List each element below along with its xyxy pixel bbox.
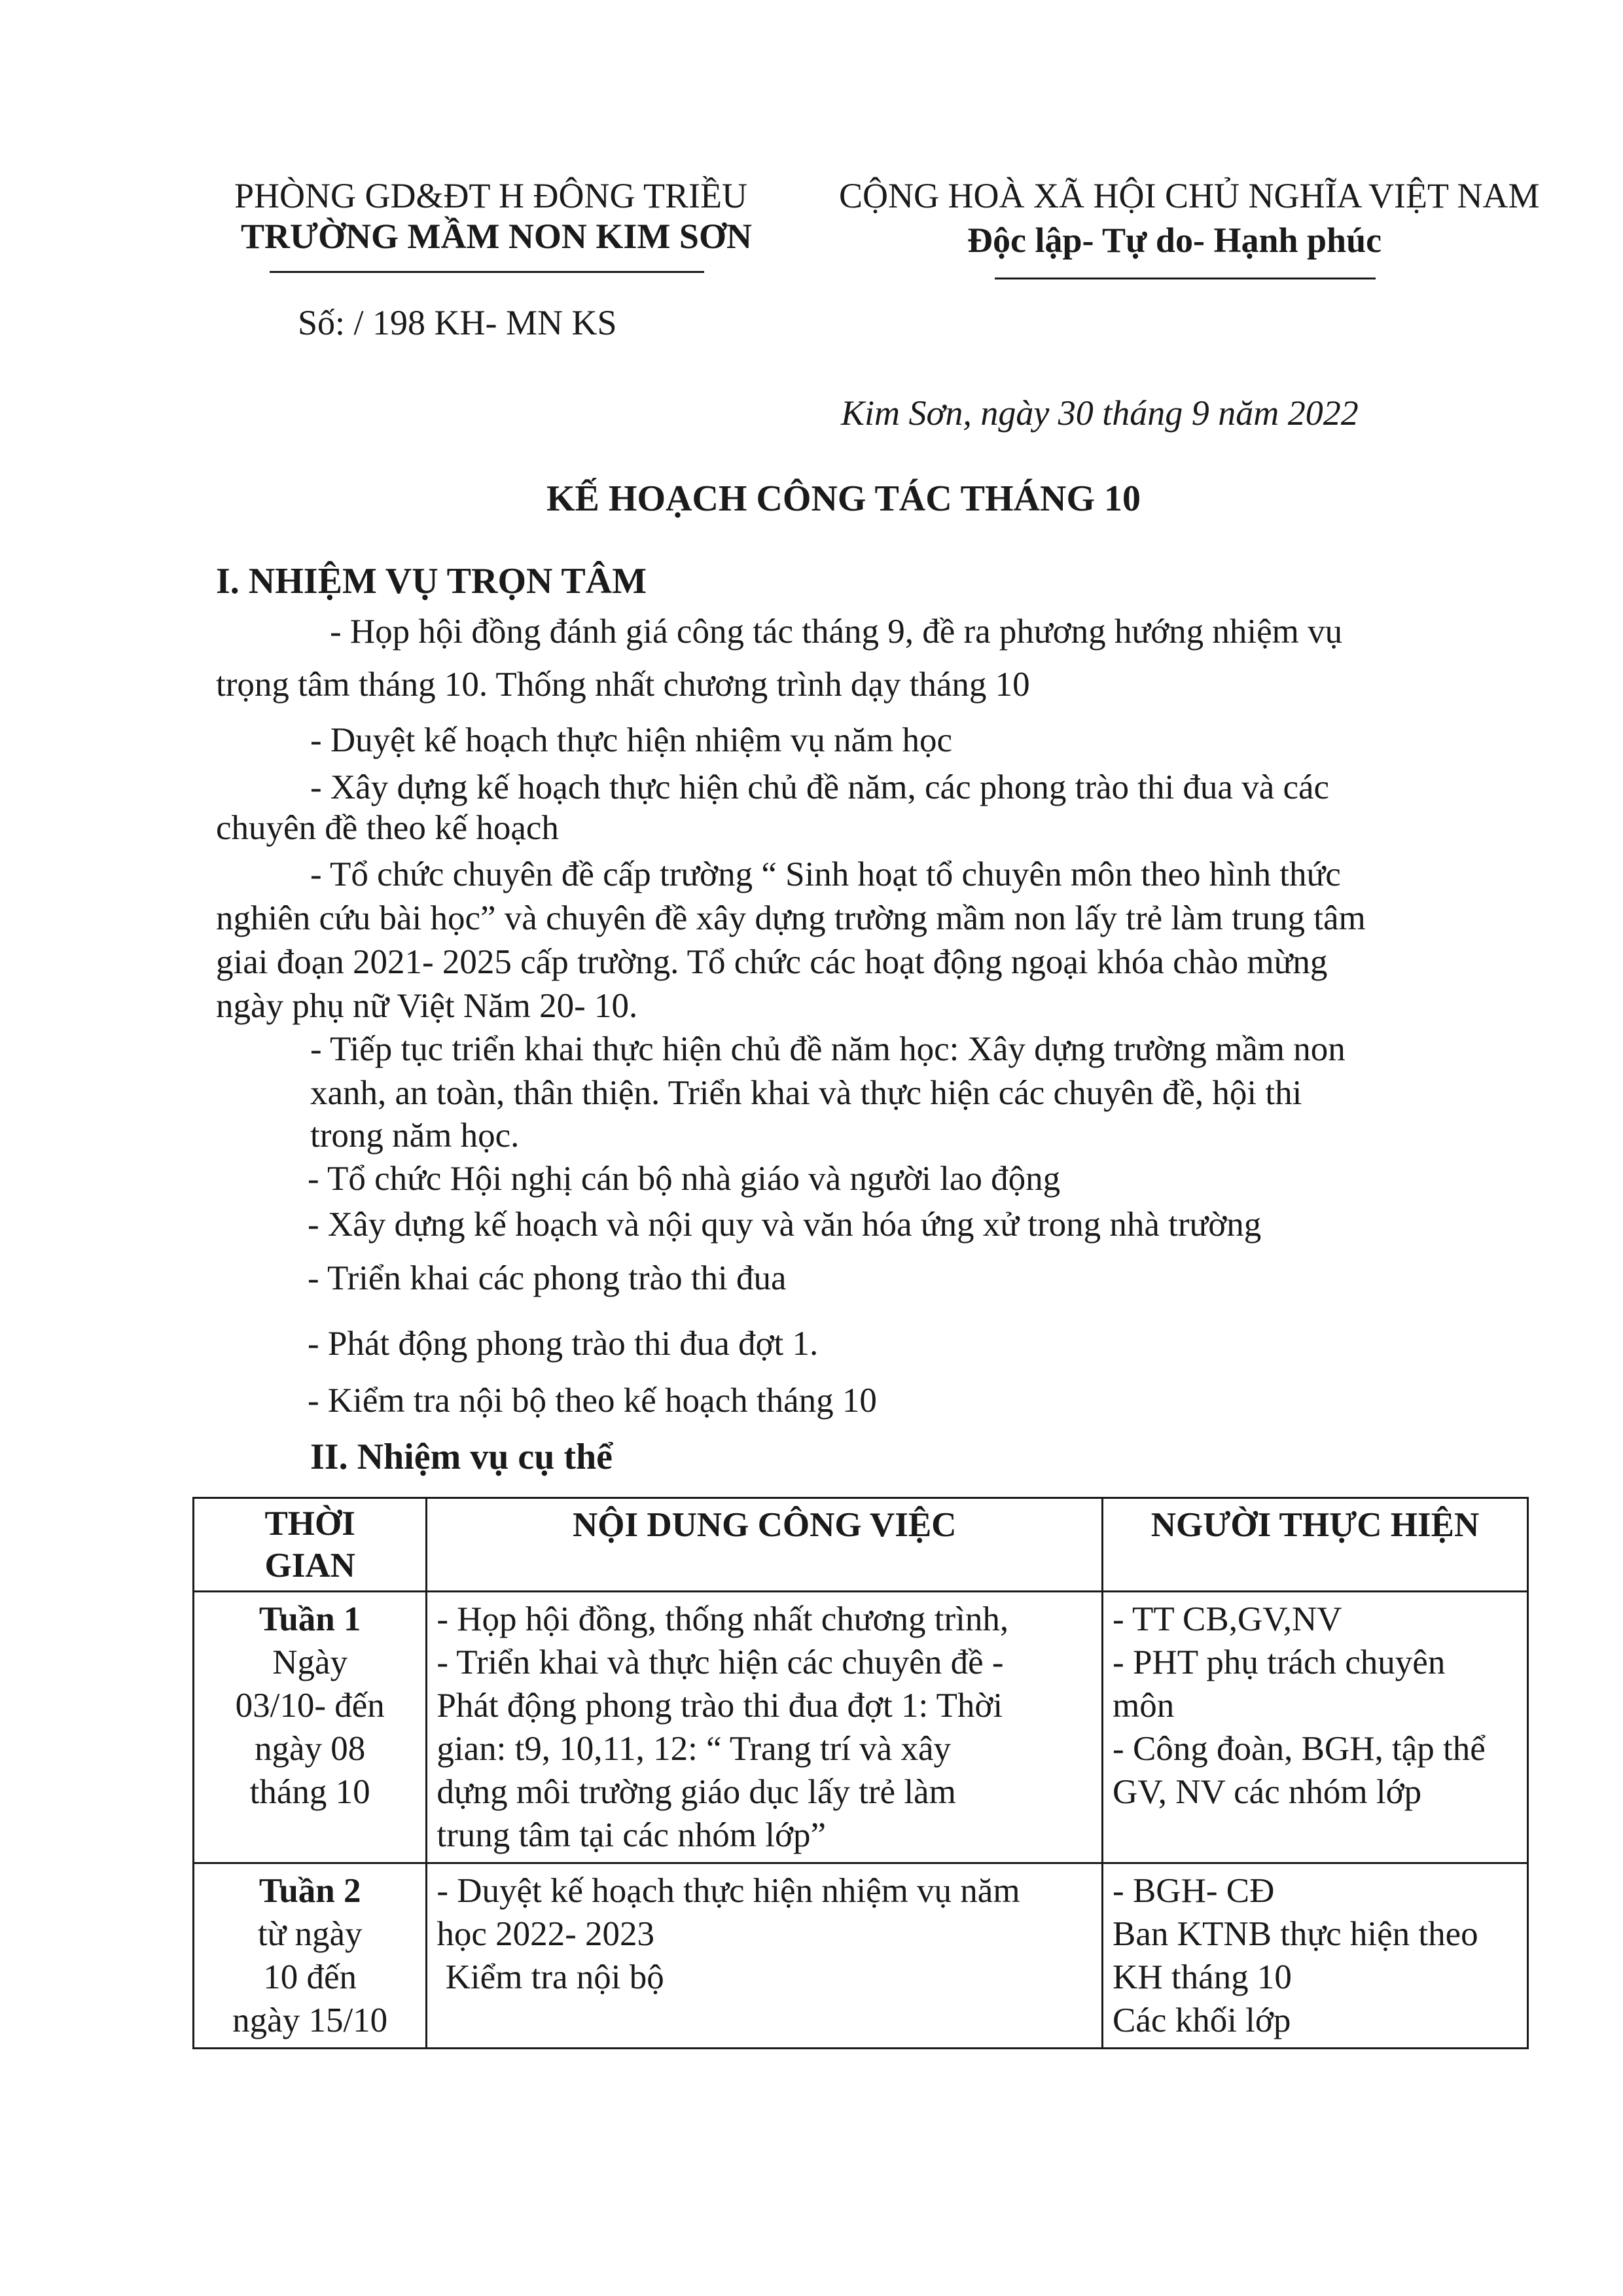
section-1-line: - Họp hội đồng đánh giá công tác tháng 9, đề ra phương hướng nhiệm vụ bbox=[330, 613, 1343, 651]
time-cell bbox=[194, 1863, 427, 2049]
school-name: TRƯỜNG MẦM NON KIM SƠN bbox=[241, 217, 752, 256]
content-line: dựng môi trường giáo dục lấy trẻ làm bbox=[437, 1773, 956, 1811]
section-1-line: - Tổ chức chuyên đề cấp trường “ Sinh hoạt tổ chuyên môn theo hình thức bbox=[310, 855, 1341, 893]
section-1-line: nghiên cứu bài học” và chuyên đề xây dựng trường mầm non lấy trẻ làm trung tâm bbox=[216, 899, 1366, 937]
content-line: Kiểm tra nội bộ bbox=[437, 1958, 664, 1996]
document-number: Số: / 198 KH- MN KS bbox=[298, 303, 617, 342]
person-line: KH tháng 10 bbox=[1113, 1958, 1292, 1996]
person-line: - TT CB,GV,NV bbox=[1113, 1600, 1342, 1638]
time-line: 10 đến bbox=[263, 1958, 357, 1996]
content-line: học 2022- 2023 bbox=[437, 1915, 655, 1953]
content-line: Phát động phong trào thi đua đợt 1: Thời bbox=[437, 1687, 1003, 1725]
section-1-line: trong năm học. bbox=[310, 1117, 520, 1155]
content-cell bbox=[427, 1863, 1103, 2049]
section-1-line: xanh, an toàn, thân thiện. Triển khai và thực hiện các chuyên đề, hội thi bbox=[310, 1074, 1302, 1112]
table-row bbox=[194, 1592, 1528, 1863]
section-1-line: - Xây dựng kế hoạch và nội quy và văn hóa ứng xử trong nhà trường bbox=[308, 1206, 1262, 1244]
table-header-row bbox=[194, 1498, 1528, 1592]
section-1-line: giai đoạn 2021- 2025 cấp trường. Tổ chức các hoạt động ngoại khóa chào mừng bbox=[216, 943, 1328, 981]
time-line: ngày 15/10 bbox=[232, 2001, 388, 2039]
time-line: Ngày bbox=[272, 1643, 348, 1681]
section-1-line: trọng tâm tháng 10. Thống nhất chương trình dạy tháng 10 bbox=[216, 666, 1030, 704]
time-line: tháng 10 bbox=[249, 1773, 370, 1811]
person-line: GV, NV các nhóm lớp bbox=[1113, 1773, 1422, 1811]
section-1-line: - Tổ chức Hội nghị cán bộ nhà giáo và người lao động bbox=[308, 1160, 1061, 1198]
table-row bbox=[194, 1863, 1528, 2049]
person-line: Các khối lớp bbox=[1113, 2001, 1291, 2039]
motto-underline bbox=[995, 278, 1376, 279]
section-2-heading: II. Nhiệm vụ cụ thể bbox=[310, 1437, 613, 1477]
section-1-line: ngày phụ nữ Việt Năm 20- 10. bbox=[216, 987, 638, 1025]
content-line: gian: t9, 10,11, 12: “ Trang trí và xây bbox=[437, 1730, 951, 1768]
content-line: trung tâm tại các nhóm lớp” bbox=[437, 1816, 827, 1854]
content-line: - Duyệt kế hoạch thực hiện nhiệm vụ năm bbox=[437, 1872, 1020, 1910]
section-1-line: - Kiểm tra nội bộ theo kế hoạch tháng 10 bbox=[308, 1382, 877, 1420]
section-1-line: - Tiếp tục triển khai thực hiện chủ đề năm học: Xây dựng trường mầm non bbox=[310, 1030, 1346, 1068]
person-cell bbox=[1103, 1863, 1528, 2049]
person-line: - PHT phụ trách chuyên bbox=[1113, 1643, 1446, 1681]
time-cell bbox=[194, 1592, 427, 1863]
week-label: Tuần 1 bbox=[259, 1600, 361, 1638]
week-label: Tuần 2 bbox=[259, 1872, 361, 1910]
content-cell bbox=[427, 1592, 1103, 1863]
school-name-underline bbox=[270, 271, 704, 273]
task-table bbox=[192, 1497, 1529, 2049]
time-line: từ ngày bbox=[257, 1915, 363, 1953]
content-line: - Họp hội đồng, thống nhất chương trình, bbox=[437, 1600, 1009, 1638]
person-line: - BGH- CĐ bbox=[1113, 1872, 1275, 1910]
time-line: ngày 08 bbox=[255, 1730, 366, 1768]
column-header-time: THỜI GIAN bbox=[194, 1498, 427, 1592]
section-1-line: - Phát động phong trào thi đua đợt 1. bbox=[308, 1325, 819, 1363]
content-line: - Triển khai và thực hiện các chuyên đề - bbox=[437, 1643, 1004, 1681]
section-1-line: - Duyệt kế hoạch thực hiện nhiệm vụ năm học bbox=[310, 721, 952, 759]
column-header-content: NỘI DUNG CÔNG VIỆC bbox=[427, 1498, 1103, 1592]
place-and-date: Kim Sơn, ngày 30 tháng 9 năm 2022 bbox=[841, 393, 1359, 433]
column-header-person: NGƯỜI THỰC HIỆN bbox=[1103, 1498, 1528, 1592]
document-title: KẾ HOẠCH CÔNG TÁC THÁNG 10 bbox=[546, 478, 1141, 519]
section-1-line: - Xây dựng kế hoạch thực hiện chủ đề năm, các phong trào thi đua và các bbox=[310, 768, 1330, 806]
person-cell bbox=[1103, 1592, 1528, 1863]
time-line: 03/10- đến bbox=[235, 1687, 385, 1725]
country-name: CỘNG HOÀ XÃ HỘI CHỦ NGHĨA VIỆT NAM bbox=[839, 176, 1540, 215]
section-1-line: chuyên đề theo kế hoạch bbox=[216, 809, 559, 847]
person-line: - Công đoàn, BGH, tập thể bbox=[1113, 1730, 1486, 1768]
section-1-line: - Triển khai các phong trào thi đua bbox=[308, 1259, 787, 1297]
person-line: Ban KTNB thực hiện theo bbox=[1113, 1915, 1478, 1953]
section-1-heading: I. NHIỆM VỤ TRỌN TÂM bbox=[216, 561, 647, 601]
national-motto: Độc lập- Tự do- Hạnh phúc bbox=[967, 221, 1382, 260]
department-name: PHÒNG GD&ĐT H ĐÔNG TRIỀU bbox=[234, 176, 748, 215]
person-line: môn bbox=[1113, 1687, 1175, 1725]
